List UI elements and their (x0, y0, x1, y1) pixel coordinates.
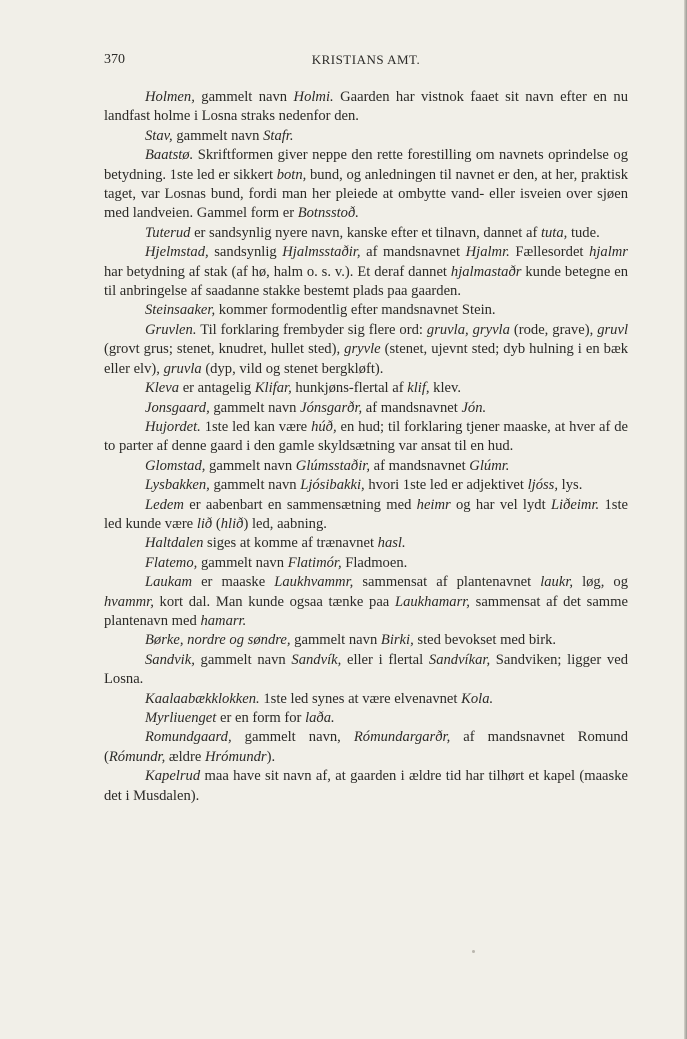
entry-text: kunde betegne en til anbringelse af saadanne stakke bestemt plads paa gaarden. (104, 263, 628, 300)
entry-text: gammelt navn (209, 477, 301, 494)
italic-term: Ljósibakki, (300, 477, 365, 494)
entry-text: ) led, aabning. (243, 515, 327, 532)
entry-text: bund, og anledningen til navnet er den, at her, praktisk taget, var Losnas bund, fordi man her pleiede at ombytte vand- eller isveien over sjøen med landveien. Gammel form er (104, 166, 628, 222)
entry-text: er aabenbart en sammensætning med (183, 496, 417, 513)
italic-term: Lysbakken, (145, 477, 210, 494)
italic-term: Børke, nordre og søndre, (145, 632, 291, 649)
italic-term: húð, (311, 418, 337, 435)
italic-term: Sandvíkar, (428, 651, 491, 668)
italic-term: hamarr. (200, 612, 247, 629)
italic-term: Liðeimr. (550, 496, 600, 513)
text-body (104, 88, 628, 806)
entry-text: ). (266, 748, 276, 765)
italic-term: Stav, (145, 127, 173, 144)
entry-paragraph (104, 146, 628, 224)
entry-text: siges at komme af trænavnet (203, 535, 378, 552)
speck (472, 950, 475, 953)
entry-text: løg, og (573, 574, 628, 591)
entry-text: sandsynlig (208, 244, 283, 261)
italic-term: hlið (220, 515, 244, 532)
italic-term: gruvla (163, 360, 202, 377)
entry-text: er antagelig (179, 380, 255, 397)
entry-paragraph (104, 728, 628, 767)
entry-text: maa have sit navn af, at gaarden i ældre tid har tilhørt et kapel (maaske det i Musdalen). (104, 768, 628, 804)
italic-term: Hjelmstad, (145, 244, 209, 261)
entry-paragraph (104, 457, 628, 476)
entry-paragraph (104, 631, 628, 650)
italic-term: Flatemo, (145, 554, 198, 571)
entry-text: gammelt navn (205, 457, 296, 474)
italic-term: Hujordet. (145, 418, 201, 435)
entry-text: og har vel lydt (450, 496, 551, 513)
italic-term: Rómundr, (108, 748, 166, 765)
entry-paragraph (104, 573, 628, 631)
entry-text: sammensat af plantenavnet (353, 574, 541, 591)
italic-term: gruvla, gryvla (426, 321, 510, 338)
entry-text: (dyp, vild og stenet bergkløft). (201, 360, 384, 377)
entry-paragraph (104, 496, 628, 535)
italic-term: Holmen, (145, 89, 195, 105)
entry-text: af mandsnavnet (370, 457, 470, 474)
italic-term: Sandvik, (145, 651, 195, 668)
entry-paragraph (104, 476, 628, 495)
entry-text: gammelt navn (194, 89, 294, 105)
entry-text: lys. (558, 477, 583, 494)
entry-text: har betydning af stak (af hø, halm o. s. v.). Et deraf dannet (104, 263, 451, 280)
entry-paragraph (104, 88, 628, 127)
italic-term: Holmi. (293, 89, 334, 105)
italic-term: klif, (407, 380, 430, 397)
entry-text: gammelt navn (197, 554, 288, 571)
entry-paragraph (104, 321, 628, 379)
entry-paragraph (104, 767, 628, 806)
entry-text: (stenet, ujevnt sted; dyb hulning i en bæk eller elv), (104, 341, 628, 377)
italic-term: Jón. (461, 399, 487, 416)
entry-paragraph (104, 399, 628, 418)
entry-text: kort dal. Man kunde ogsaa tænke paa (153, 593, 395, 610)
entry-text: en hud; til forklaring tjener maaske, at hver af de to parter af denne gaard i den gamle skyldsætning var ansat til en hud. (104, 418, 628, 455)
italic-term: Flatimór, (287, 554, 342, 571)
italic-term: Kleva (145, 380, 180, 397)
entry-text: kommer formodentlig efter mandsnavnet Stein. (215, 302, 496, 319)
entry-text: (grovt grus; stenet, knudret, hullet sted), (104, 341, 345, 358)
italic-term: Glúmr. (469, 457, 510, 474)
italic-term: hjalmastaðr (450, 263, 522, 280)
entry-text: gammelt navn (290, 632, 381, 649)
italic-term: botn, (276, 166, 307, 183)
entry-text: sammensat af det samme plantenavn med (104, 593, 628, 629)
entry-text: 1ste led kan være (200, 418, 312, 435)
entry-text: tude. (567, 224, 600, 241)
italic-term: Baatstø. (145, 147, 194, 164)
italic-term: Jonsgaard, (145, 399, 210, 416)
entry-text: er en form for (216, 710, 306, 726)
italic-term: Myrliuenget (145, 710, 217, 726)
entry-text: ældre (165, 748, 205, 765)
entry-text: gammelt navn (172, 127, 264, 144)
entry-text: er sandsynlig nyere navn, kanske efter et tilnavn, dannet af (190, 224, 541, 241)
italic-term: Kapelrud (145, 768, 201, 785)
entry-paragraph (104, 534, 628, 553)
entry-text: Gaarden har vistnok faaet sit navn efter en nu landfast holme i Losna straks nedenfor den. (104, 89, 628, 125)
italic-term: Jónsgarðr, (300, 399, 363, 416)
italic-term: hasl. (377, 535, 406, 552)
italic-term: lið (196, 515, 213, 532)
entry-text: gammelt navn (194, 651, 292, 668)
entry-text: gammelt navn, (231, 729, 354, 746)
italic-term: Birki, (380, 632, 414, 649)
italic-term: gruvl (597, 321, 628, 338)
italic-term: heimr (416, 496, 451, 513)
italic-term: tuta, (540, 224, 568, 241)
italic-term: Stafr. (263, 127, 294, 144)
italic-term: Botnsstoð. (297, 205, 359, 222)
italic-term: hvammr, (104, 593, 154, 610)
page-number: 370 (104, 52, 125, 67)
entry-paragraph (104, 379, 628, 398)
italic-term: Hjalmsstaðir, (282, 244, 361, 261)
italic-term: Haltdalen (145, 535, 204, 552)
italic-term: Laukhvammr, (274, 574, 354, 591)
italic-term: gryvle (344, 341, 381, 358)
italic-term: laða. (305, 710, 335, 726)
entry-paragraph (104, 224, 628, 243)
italic-term: Gruvlen. (145, 321, 197, 338)
entry-text: sted bevokset med birk. (413, 632, 557, 649)
entry-paragraph (104, 301, 628, 320)
entry-text: 1ste led kunde være (104, 496, 628, 532)
entry-text: Fladmoen. (341, 554, 408, 571)
entry-text: af mandsnavnet (362, 399, 462, 416)
entry-paragraph (104, 690, 628, 709)
italic-term: Steinsaaker, (145, 302, 216, 319)
italic-term: Sandvík, (291, 651, 342, 668)
entry-text: klev. (429, 380, 462, 397)
entry-text: eller i flertal (341, 651, 429, 668)
italic-term: Rómundargarðr, (353, 729, 451, 746)
entry-text: hunkjøns-flertal af (291, 380, 408, 397)
entry-text: 1ste led synes at være elvenavnet (259, 690, 462, 707)
italic-term: Ledem (145, 496, 184, 513)
entry-paragraph (104, 243, 628, 301)
italic-term: Glomstad, (145, 457, 206, 474)
italic-term: laukr, (540, 574, 574, 591)
italic-term: Laukhamarr, (394, 593, 470, 610)
entry-paragraph (104, 709, 628, 728)
entry-text: gammelt navn (209, 399, 301, 416)
italic-term: Kaalaabækklokken. (145, 690, 260, 707)
italic-term: ljóss, (527, 477, 559, 494)
italic-term: hjalmr (589, 244, 628, 261)
italic-term: Romundgaard, (145, 729, 232, 746)
entry-paragraph (104, 127, 628, 146)
entry-text: ( (212, 515, 221, 532)
entry-paragraph (104, 554, 628, 573)
entry-text: Fællesordet (509, 244, 590, 261)
entry-text: hvori 1ste led er adjektivet (364, 477, 528, 494)
entry-text: er maaske (192, 574, 275, 591)
italic-term: Hrómundr (204, 748, 267, 765)
entry-text: Skriftformen giver neppe den rette forestilling om navnets oprindelse og betydning. 1ste led er sikkert (104, 147, 628, 183)
running-title: KRISTIANS AMT. (311, 52, 421, 67)
entry-text: (rode, grave), (509, 321, 598, 338)
entry-text: af mandsnavnet (360, 244, 466, 261)
entry-text: af mandsnavnet Romund ( (104, 729, 629, 765)
italic-term: Hjalmr. (465, 244, 510, 261)
entry-text: Sandviken; ligger ved Losna. (104, 651, 628, 688)
entry-paragraph (104, 651, 628, 690)
entry-paragraph (104, 418, 628, 457)
running-header (104, 52, 628, 72)
entry-text: Til forklaring frembyder sig flere ord: (196, 321, 427, 338)
italic-term: Kola. (461, 690, 494, 707)
italic-term: Tuterud (145, 224, 191, 241)
italic-term: Laukam (145, 574, 193, 591)
italic-term: Glúmsstaðir, (295, 457, 370, 474)
italic-term: Klifar, (254, 380, 292, 397)
